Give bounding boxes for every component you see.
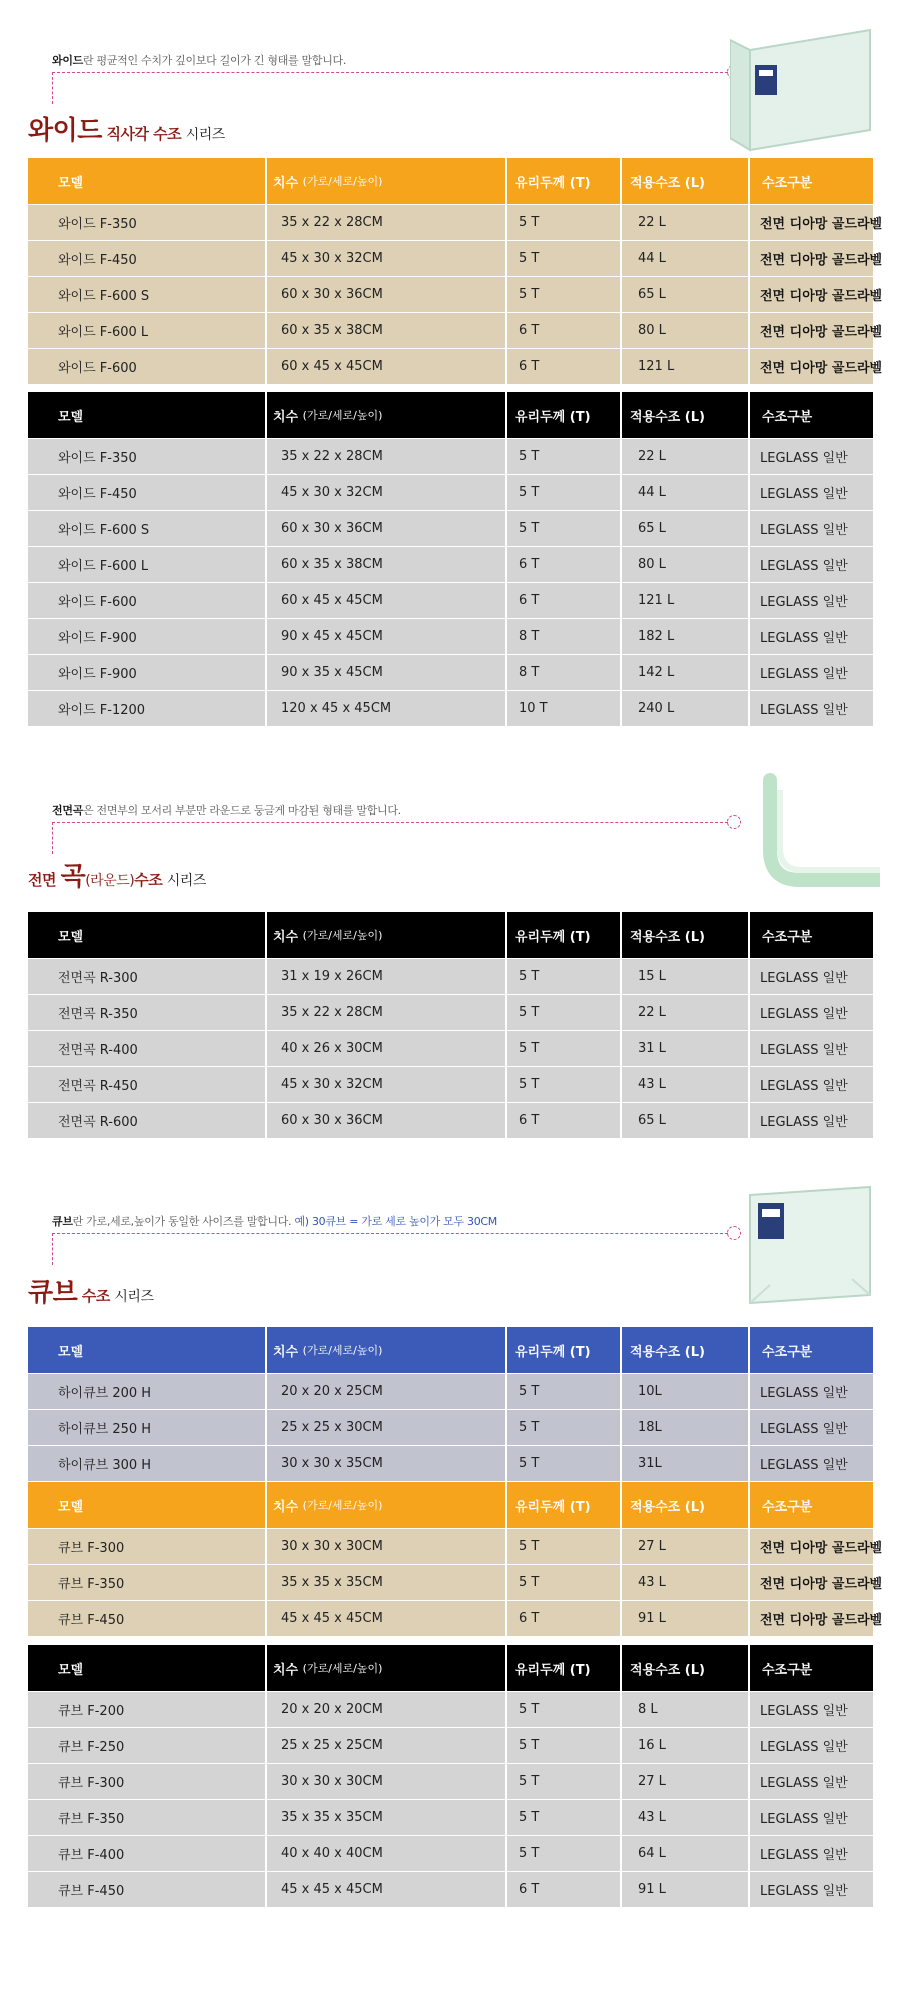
cell-model: 큐브 F-400 bbox=[58, 1848, 125, 1863]
cube-tank-illustration bbox=[740, 1185, 880, 1310]
cell-model: 와이드 F-600 S bbox=[58, 523, 150, 538]
table-row bbox=[28, 1763, 873, 1799]
cell-size: 20 x 20 x 25CM bbox=[265, 1374, 505, 1409]
cell-volume: 65 L bbox=[620, 1103, 748, 1138]
cell-thickness: 5 T bbox=[505, 1410, 620, 1445]
table-header: 모델 치수 (가로/세로/높이) 유리두께 (T) 적용수조 (L) 수조구분 bbox=[28, 392, 873, 438]
cell-thickness: 8 T bbox=[505, 619, 620, 654]
table-row bbox=[28, 276, 883, 312]
cell-model: 큐브 F-200 bbox=[58, 1704, 125, 1719]
cell-size: 60 x 30 x 36CM bbox=[265, 1103, 505, 1138]
cell-thickness: 10 T bbox=[505, 691, 620, 726]
cell-size: 60 x 45 x 45CM bbox=[265, 349, 505, 384]
cell-volume: 22 L bbox=[620, 439, 748, 474]
table-row bbox=[28, 582, 873, 618]
cell-model: 큐브 F-300 bbox=[58, 1776, 125, 1791]
cell-size: 35 x 35 x 35CM bbox=[265, 1800, 505, 1835]
cell-category: LEGLASS 일반 bbox=[748, 547, 873, 582]
cube-title: 큐브 수조 시리즈 bbox=[28, 1278, 154, 1308]
cell-volume: 64 L bbox=[620, 1836, 748, 1871]
cell-model: 와이드 F-600 L bbox=[58, 325, 149, 340]
cell-size: 30 x 30 x 30CM bbox=[265, 1529, 505, 1564]
cell-model: 와이드 F-900 bbox=[58, 631, 137, 646]
table-row bbox=[28, 1691, 873, 1727]
cell-category: LEGLASS 일반 bbox=[748, 475, 873, 510]
cell-volume: 15 L bbox=[620, 959, 748, 994]
cell-size: 60 x 45 x 45CM bbox=[265, 583, 505, 618]
cell-thickness: 5 T bbox=[505, 959, 620, 994]
table-row bbox=[28, 438, 873, 474]
round-note: 전면곡은 전면부의 모서리 부분만 라운드로 둥글게 마감된 형태를 말합니다. bbox=[52, 804, 401, 817]
cell-category: 전면 디아망 골드라벨 bbox=[748, 1565, 873, 1600]
table-header: 모델 치수 (가로/세로/높이) 유리두께 (T) 적용수조 (L) 수조구분 bbox=[28, 1645, 873, 1691]
cell-size: 120 x 45 x 45CM bbox=[265, 691, 505, 726]
cell-model: 큐브 F-350 bbox=[58, 1812, 125, 1827]
table-row bbox=[28, 1445, 873, 1481]
cell-thickness: 5 T bbox=[505, 1565, 620, 1600]
cell-thickness: 6 T bbox=[505, 583, 620, 618]
table-row bbox=[28, 1373, 873, 1409]
cell-volume: 27 L bbox=[620, 1529, 748, 1564]
cell-size: 40 x 40 x 40CM bbox=[265, 1836, 505, 1871]
cell-model: 큐브 F-300 bbox=[58, 1541, 125, 1556]
table-row bbox=[28, 1030, 873, 1066]
cell-category: 전면 디아망 골드라벨 bbox=[748, 241, 873, 276]
cell-thickness: 5 T bbox=[505, 1728, 620, 1763]
cell-category: LEGLASS 일반 bbox=[748, 1031, 873, 1066]
cell-thickness: 5 T bbox=[505, 1764, 620, 1799]
cell-category: LEGLASS 일반 bbox=[748, 655, 873, 690]
table-row bbox=[28, 1564, 883, 1600]
wide-tank-illustration bbox=[730, 20, 880, 160]
table-row bbox=[28, 1102, 873, 1138]
cell-volume: 10L bbox=[620, 1374, 748, 1409]
cell-thickness: 6 T bbox=[505, 1872, 620, 1907]
cell-category: LEGLASS 일반 bbox=[748, 1410, 873, 1445]
cell-category: LEGLASS 일반 bbox=[748, 1067, 873, 1102]
table-header: 모델 치수 (가로/세로/높이) 유리두께 (T) 적용수조 (L) 수조구분 bbox=[28, 158, 873, 204]
cell-size: 35 x 22 x 28CM bbox=[265, 439, 505, 474]
cell-thickness: 6 T bbox=[505, 313, 620, 348]
table-row bbox=[28, 654, 873, 690]
cell-volume: 44 L bbox=[620, 241, 748, 276]
cell-thickness: 6 T bbox=[505, 1601, 620, 1636]
cell-model: 전면곡 R-600 bbox=[58, 1115, 138, 1130]
cell-volume: 22 L bbox=[620, 205, 748, 240]
cell-thickness: 5 T bbox=[505, 995, 620, 1030]
cell-thickness: 5 T bbox=[505, 205, 620, 240]
cell-category: LEGLASS 일반 bbox=[748, 1103, 873, 1138]
table-row bbox=[28, 348, 883, 384]
cell-size: 35 x 22 x 28CM bbox=[265, 205, 505, 240]
cell-volume: 43 L bbox=[620, 1800, 748, 1835]
cell-size: 20 x 20 x 20CM bbox=[265, 1692, 505, 1727]
cell-volume: 16 L bbox=[620, 1728, 748, 1763]
cell-model: 와이드 F-600 S bbox=[58, 289, 150, 304]
table-row bbox=[28, 240, 883, 276]
cube-high-table bbox=[28, 1327, 873, 1481]
cell-category: LEGLASS 일반 bbox=[748, 1800, 873, 1835]
cell-size: 31 x 19 x 26CM bbox=[265, 959, 505, 994]
table-row bbox=[28, 1871, 873, 1907]
cell-size: 90 x 45 x 45CM bbox=[265, 619, 505, 654]
table-row bbox=[28, 312, 883, 348]
table-row bbox=[28, 1727, 873, 1763]
cell-model: 와이드 F-350 bbox=[58, 217, 137, 232]
cell-category: 전면 디아망 골드라벨 bbox=[748, 205, 873, 240]
cell-size: 35 x 22 x 28CM bbox=[265, 995, 505, 1030]
cell-thickness: 5 T bbox=[505, 1446, 620, 1481]
cell-size: 45 x 30 x 32CM bbox=[265, 241, 505, 276]
cell-category: LEGLASS 일반 bbox=[748, 1728, 873, 1763]
table-row bbox=[28, 1600, 883, 1636]
cell-size: 60 x 35 x 38CM bbox=[265, 547, 505, 582]
cell-size: 90 x 35 x 45CM bbox=[265, 655, 505, 690]
cell-thickness: 8 T bbox=[505, 655, 620, 690]
cell-category: LEGLASS 일반 bbox=[748, 1836, 873, 1871]
cell-model: 큐브 F-250 bbox=[58, 1740, 125, 1755]
cell-volume: 240 L bbox=[620, 691, 748, 726]
cell-category: 전면 디아망 골드라벨 bbox=[748, 313, 873, 348]
cell-category: LEGLASS 일반 bbox=[748, 1872, 873, 1907]
cell-category: LEGLASS 일반 bbox=[748, 1692, 873, 1727]
cell-size: 35 x 35 x 35CM bbox=[265, 1565, 505, 1600]
cube-leglass-table bbox=[28, 1645, 873, 1907]
cell-thickness: 5 T bbox=[505, 241, 620, 276]
cell-thickness: 5 T bbox=[505, 1374, 620, 1409]
cell-volume: 31L bbox=[620, 1446, 748, 1481]
cell-model: 큐브 F-350 bbox=[58, 1577, 125, 1592]
cell-model: 큐브 F-450 bbox=[58, 1884, 125, 1899]
cell-volume: 43 L bbox=[620, 1067, 748, 1102]
round-leglass-table bbox=[28, 912, 873, 1138]
cell-volume: 43 L bbox=[620, 1565, 748, 1600]
cell-model: 큐브 F-450 bbox=[58, 1613, 125, 1628]
table-header: 모델 치수 (가로/세로/높이) 유리두께 (T) 적용수조 (L) 수조구분 bbox=[28, 1327, 873, 1373]
round-title: 전면 곡(라운드)수조 시리즈 bbox=[28, 862, 206, 892]
cell-model: 와이드 F-600 bbox=[58, 361, 137, 376]
round-tank-illustration bbox=[740, 770, 880, 900]
cell-size: 45 x 30 x 32CM bbox=[265, 475, 505, 510]
table-row bbox=[28, 204, 883, 240]
table-row bbox=[28, 994, 873, 1030]
cell-thickness: 5 T bbox=[505, 439, 620, 474]
cell-category: 전면 디아망 골드라벨 bbox=[748, 277, 873, 312]
cell-category: LEGLASS 일반 bbox=[748, 691, 873, 726]
table-row bbox=[28, 1528, 883, 1564]
cell-thickness: 5 T bbox=[505, 475, 620, 510]
cell-model: 하이큐브 300 H bbox=[58, 1458, 152, 1473]
cell-model: 와이드 F-900 bbox=[58, 667, 137, 682]
cell-size: 45 x 45 x 45CM bbox=[265, 1872, 505, 1907]
cell-thickness: 5 T bbox=[505, 1031, 620, 1066]
cell-category: 전면 디아망 골드라벨 bbox=[748, 349, 873, 384]
wide-note: 와이드란 평균적인 수치가 깊이보다 길이가 긴 형태를 말합니다. bbox=[52, 54, 347, 67]
cell-category: LEGLASS 일반 bbox=[748, 959, 873, 994]
cell-volume: 121 L bbox=[620, 583, 748, 618]
cell-model: 와이드 F-350 bbox=[58, 451, 137, 466]
wide-leglass-table bbox=[28, 392, 873, 726]
cell-thickness: 5 T bbox=[505, 277, 620, 312]
table-row bbox=[28, 1799, 873, 1835]
cell-volume: 8 L bbox=[620, 1692, 748, 1727]
cell-model: 와이드 F-600 bbox=[58, 595, 137, 610]
cell-size: 60 x 30 x 36CM bbox=[265, 277, 505, 312]
table-row bbox=[28, 958, 873, 994]
cell-category: LEGLASS 일반 bbox=[748, 439, 873, 474]
cell-category: LEGLASS 일반 bbox=[748, 1446, 873, 1481]
cell-thickness: 5 T bbox=[505, 1800, 620, 1835]
cell-model: 전면곡 R-400 bbox=[58, 1043, 138, 1058]
cell-size: 60 x 30 x 36CM bbox=[265, 511, 505, 546]
table-header: 모델 치수 (가로/세로/높이) 유리두께 (T) 적용수조 (L) 수조구분 bbox=[28, 912, 873, 958]
cell-volume: 80 L bbox=[620, 547, 748, 582]
table-row bbox=[28, 546, 873, 582]
cell-model: 와이드 F-450 bbox=[58, 253, 137, 268]
cell-size: 45 x 45 x 45CM bbox=[265, 1601, 505, 1636]
cell-volume: 65 L bbox=[620, 511, 748, 546]
cell-thickness: 5 T bbox=[505, 1692, 620, 1727]
cell-volume: 80 L bbox=[620, 313, 748, 348]
cell-category: LEGLASS 일반 bbox=[748, 1764, 873, 1799]
cell-thickness: 5 T bbox=[505, 511, 620, 546]
cell-volume: 182 L bbox=[620, 619, 748, 654]
table-row bbox=[28, 1066, 873, 1102]
cell-thickness: 6 T bbox=[505, 547, 620, 582]
cell-model: 전면곡 R-350 bbox=[58, 1007, 138, 1022]
cell-volume: 121 L bbox=[620, 349, 748, 384]
cell-size: 45 x 30 x 32CM bbox=[265, 1067, 505, 1102]
cell-size: 25 x 25 x 25CM bbox=[265, 1728, 505, 1763]
wide-title: 와이드 직사각 수조 시리즈 bbox=[28, 116, 225, 146]
cell-thickness: 5 T bbox=[505, 1529, 620, 1564]
cell-category: LEGLASS 일반 bbox=[748, 995, 873, 1030]
cell-volume: 91 L bbox=[620, 1601, 748, 1636]
table-row bbox=[28, 510, 873, 546]
cell-size: 30 x 30 x 35CM bbox=[265, 1446, 505, 1481]
cell-model: 전면곡 R-300 bbox=[58, 971, 138, 986]
cell-model: 전면곡 R-450 bbox=[58, 1079, 138, 1094]
cell-model: 와이드 F-600 L bbox=[58, 559, 149, 574]
cell-volume: 91 L bbox=[620, 1872, 748, 1907]
cell-model: 와이드 F-450 bbox=[58, 487, 137, 502]
cell-category: 전면 디아망 골드라벨 bbox=[748, 1601, 873, 1636]
cube-note: 큐브란 가로,세로,높이가 동일한 사이즈를 말합니다. 예) 30큐브 = 가로 세로 높이가 모두 30CM bbox=[52, 1215, 497, 1228]
cell-volume: 22 L bbox=[620, 995, 748, 1030]
cell-thickness: 5 T bbox=[505, 1836, 620, 1871]
cell-volume: 65 L bbox=[620, 277, 748, 312]
table-row bbox=[28, 474, 873, 510]
cell-thickness: 6 T bbox=[505, 349, 620, 384]
cell-model: 하이큐브 200 H bbox=[58, 1386, 152, 1401]
table-row bbox=[28, 1409, 873, 1445]
cell-size: 40 x 26 x 30CM bbox=[265, 1031, 505, 1066]
cube-gold-table bbox=[28, 1482, 883, 1636]
table-header: 모델 치수 (가로/세로/높이) 유리두께 (T) 적용수조 (L) 수조구분 bbox=[28, 1482, 873, 1528]
cell-category: 전면 디아망 골드라벨 bbox=[748, 1529, 873, 1564]
cell-size: 25 x 25 x 30CM bbox=[265, 1410, 505, 1445]
cell-volume: 18L bbox=[620, 1410, 748, 1445]
cell-model: 하이큐브 250 H bbox=[58, 1422, 152, 1437]
cell-volume: 44 L bbox=[620, 475, 748, 510]
cell-category: LEGLASS 일반 bbox=[748, 511, 873, 546]
cell-volume: 27 L bbox=[620, 1764, 748, 1799]
cell-model: 와이드 F-1200 bbox=[58, 703, 146, 718]
wide-gold-table bbox=[28, 158, 883, 384]
cell-category: LEGLASS 일반 bbox=[748, 583, 873, 618]
table-row bbox=[28, 690, 873, 726]
cell-category: LEGLASS 일반 bbox=[748, 619, 873, 654]
cell-size: 30 x 30 x 30CM bbox=[265, 1764, 505, 1799]
cell-volume: 142 L bbox=[620, 655, 748, 690]
table-row bbox=[28, 1835, 873, 1871]
cell-thickness: 6 T bbox=[505, 1103, 620, 1138]
table-row bbox=[28, 618, 873, 654]
cell-volume: 31 L bbox=[620, 1031, 748, 1066]
cell-category: LEGLASS 일반 bbox=[748, 1374, 873, 1409]
cell-thickness: 5 T bbox=[505, 1067, 620, 1102]
cell-size: 60 x 35 x 38CM bbox=[265, 313, 505, 348]
